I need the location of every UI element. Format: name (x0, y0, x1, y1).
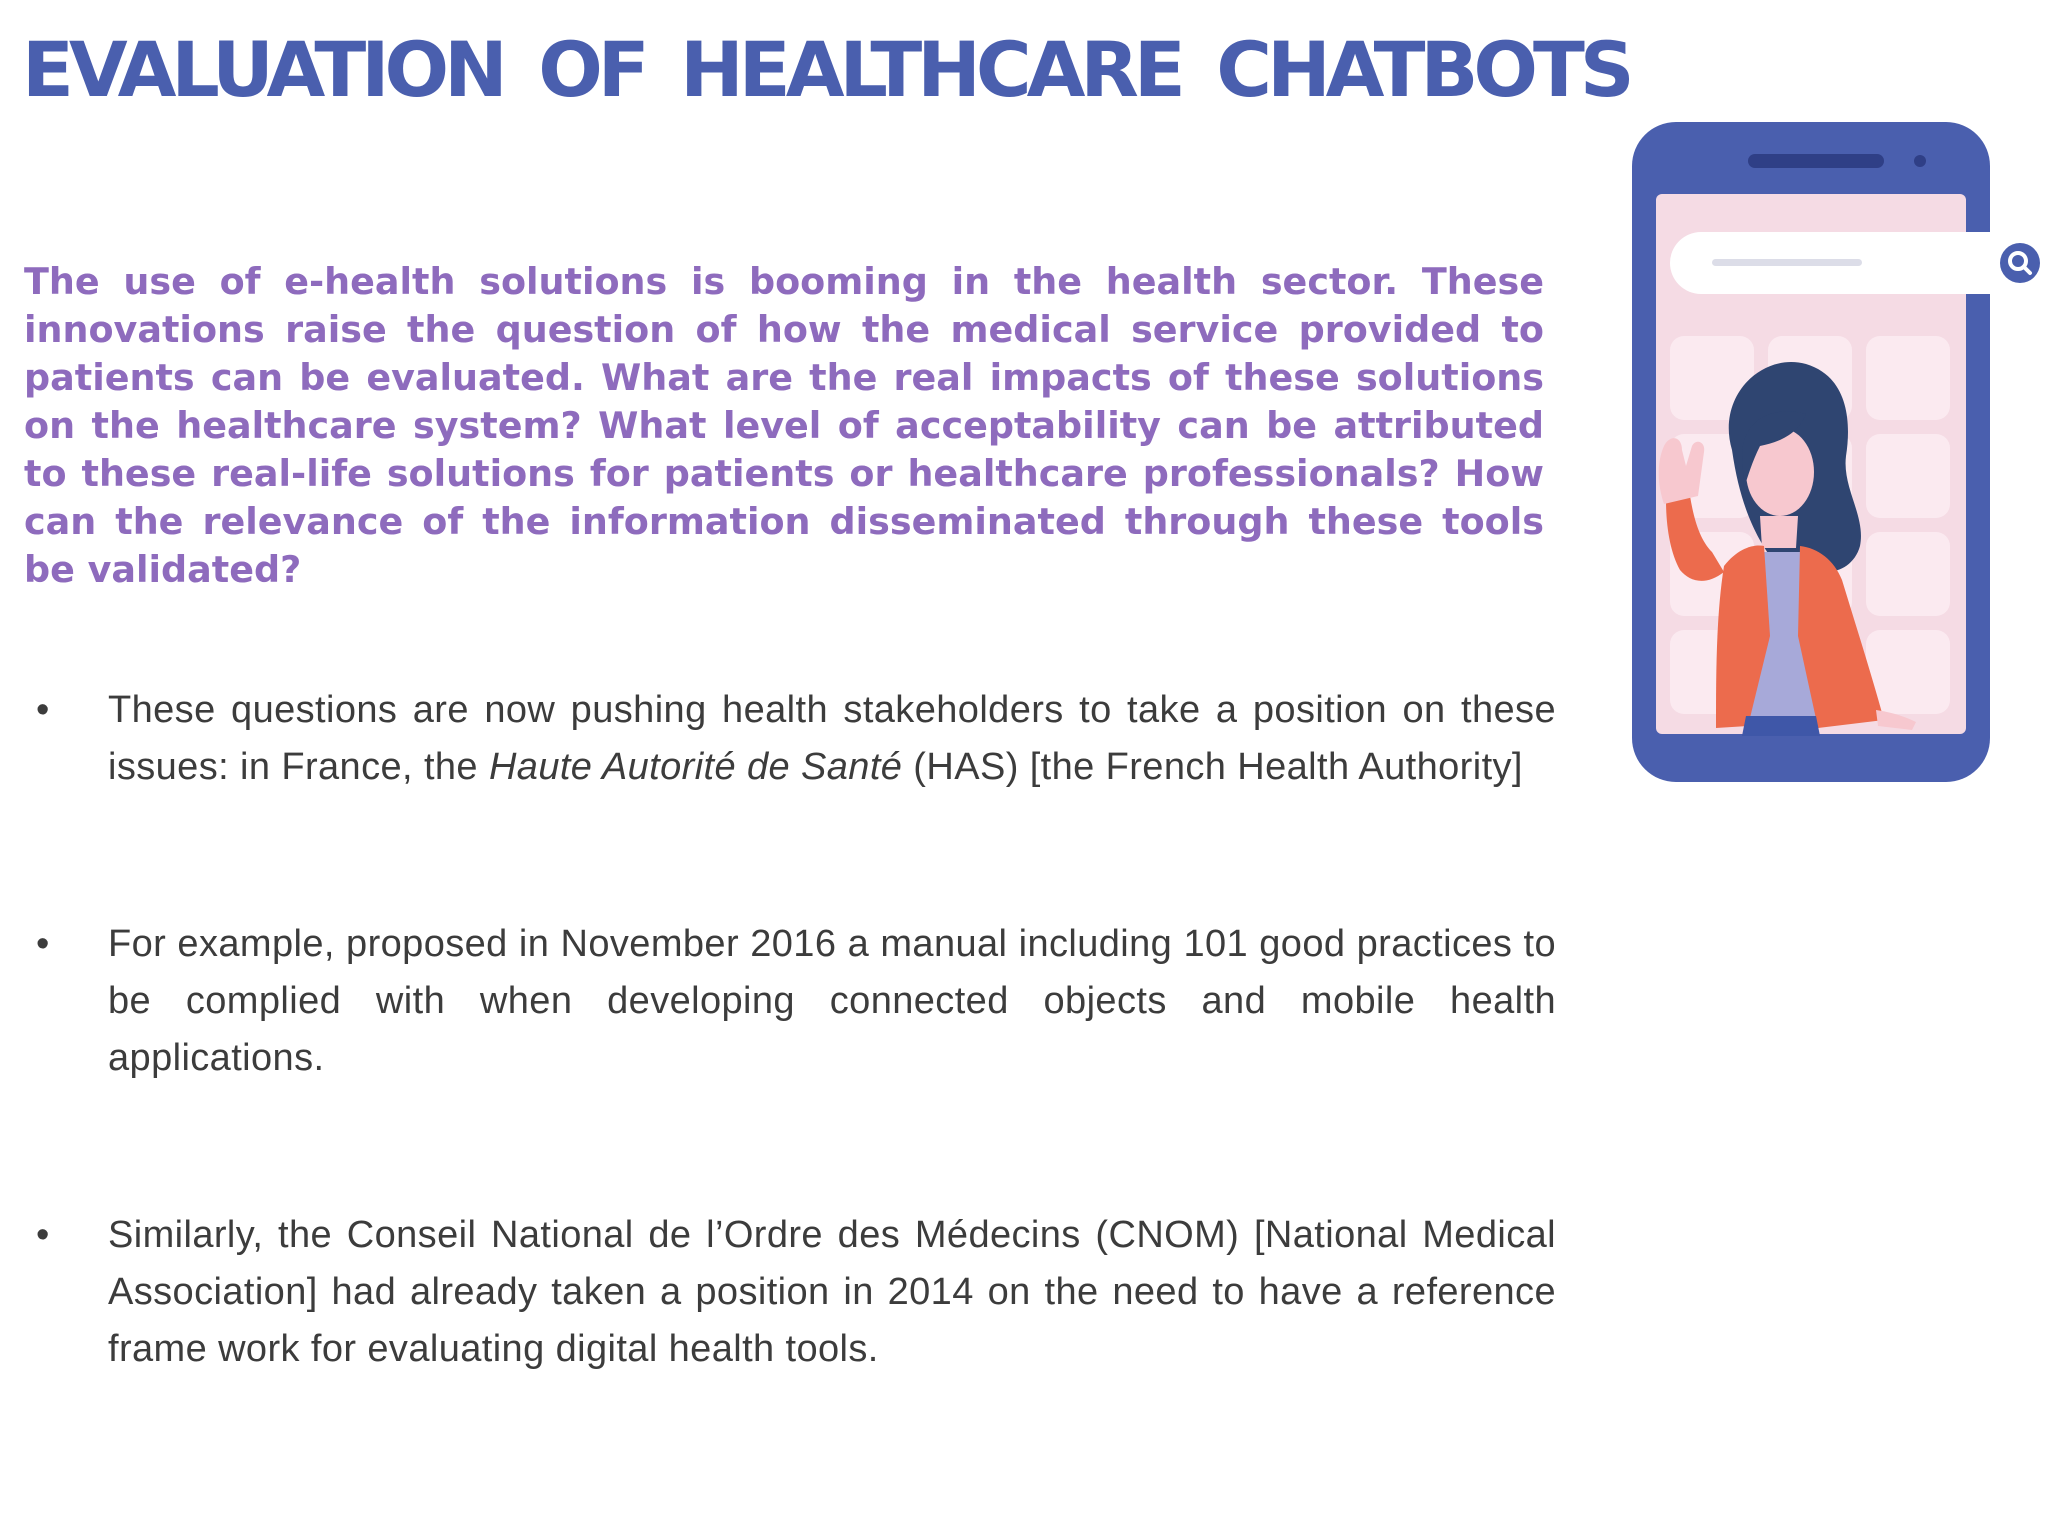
phone-camera (1914, 155, 1926, 167)
search-icon (2000, 243, 2040, 283)
bullet-item-has (36, 682, 1556, 796)
search-bar-placeholder-line (1712, 259, 1862, 266)
bullet-text: For example, proposed in November 2016 a manual including 101 good practices to be complied with when developing connected objects and mobile health applications. (108, 923, 1556, 1079)
bullet-item-manual (36, 916, 1556, 1087)
bullet-text: Similarly, the Conseil National de l’Ordre des Médecins (CNOM) [National Medical Association] had already taken a position in 2014 on the need to have a reference frame work for evaluating digital health tools. (108, 1214, 1556, 1370)
bullet-marker: • (36, 923, 50, 965)
bullet-text-emphasis: Haute Autorité de Santé (488, 746, 903, 788)
bullet-marker: • (36, 1214, 50, 1256)
slide-title: EVALUATION OF HEALTHCARE CHATBOTS (22, 25, 1630, 114)
phone-illustration (1620, 116, 2040, 790)
bullet-item-cnom (36, 1207, 1556, 1378)
bullet-text-end: (HAS) [the French Health Authority] (902, 746, 1523, 788)
intro-paragraph: The use of e-health solutions is booming in the health sector. These innovations raise the question of how the medical service provided to patients can be evaluated. What are the real impacts of these solutions on the healthcare system? What level of acceptability can be attributed to these real-life solutions for patients or healthcare professionals? How can the relevance of the information disseminated through these tools be validated? (24, 260, 1544, 591)
bullet-marker: • (36, 689, 50, 731)
bullet-list (36, 682, 1556, 1498)
phone-speaker (1748, 154, 1884, 168)
bullet-text-start: These questions are now pushing health stakeholders to take a position on these issues: in France, the (108, 689, 1556, 788)
